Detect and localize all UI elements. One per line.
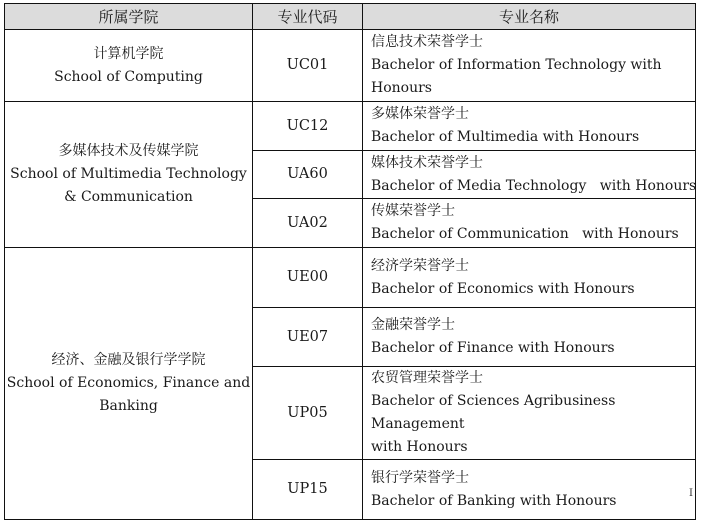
school-name-zh: 经济、金融及银行学学院: [51, 352, 206, 368]
table-row: [5, 30, 696, 102]
program-code: UE07: [253, 308, 363, 367]
program-name-cell: [363, 460, 696, 520]
header-name: 专业名称: [363, 4, 696, 30]
program-name-en: Bachelor of Media Technology with Honours: [371, 177, 697, 194]
corner-mark: I: [689, 488, 693, 499]
header-row: [5, 4, 696, 30]
school-cell-multimedia: [5, 102, 253, 248]
header-code: 专业代码: [253, 4, 363, 30]
school-name-en: School of Economics, Finance and: [6, 375, 251, 391]
program-name-en: Bachelor of Banking with Honours: [371, 492, 617, 509]
program-code: UA60: [253, 151, 363, 199]
program-name-zh: 银行学荣誉学士: [371, 469, 469, 486]
program-name-cell: [363, 151, 696, 199]
program-name-cell: [363, 367, 696, 460]
header-school: 所属学院: [5, 4, 253, 30]
program-name-en: Bachelor of Sciences Agribusiness Management: [371, 393, 616, 432]
program-name-en: Bachelor of Communication with Honours: [371, 226, 679, 242]
school-name-zh: 计算机学院: [93, 45, 164, 62]
program-name-en-cont: Honours: [371, 80, 432, 96]
program-name-en-cont: with Honours: [371, 439, 468, 455]
school-name-en-cont: & Communication: [64, 189, 193, 205]
program-name-zh: 金融荣誉学士: [371, 317, 455, 333]
program-name-zh: 经济学荣誉学士: [371, 257, 469, 274]
program-name-en: Bachelor of Finance with Honours: [371, 340, 615, 356]
program-code: UA02: [253, 199, 363, 248]
program-name-zh: 多媒体荣誉学士: [371, 106, 469, 122]
table-row: [5, 248, 696, 308]
program-name-en: Bachelor of Multimedia with Honours: [371, 129, 640, 145]
program-code: UP15: [253, 460, 363, 520]
program-name-cell: [363, 248, 696, 308]
school-name-en: School of Multimedia Technology: [10, 166, 247, 182]
school-cell-economics: [5, 248, 253, 520]
school-name-zh: 多媒体技术及传媒学院: [58, 143, 199, 159]
program-code: UC01: [253, 30, 363, 102]
program-name-zh: 媒体技术荣誉学士: [371, 154, 483, 171]
program-code: UP05: [253, 367, 363, 460]
program-name-en: Bachelor of Information Technology with: [371, 57, 662, 73]
school-name-en: School of Computing: [54, 68, 203, 85]
program-name-cell: [363, 308, 696, 367]
program-name-cell: [363, 30, 696, 102]
school-cell-computing: [5, 30, 253, 102]
program-code: UE00: [253, 248, 363, 308]
school-name-en-cont: Banking: [99, 398, 158, 414]
program-table: [4, 3, 696, 520]
program-code: UC12: [253, 102, 363, 151]
program-name-cell: [363, 199, 696, 248]
table-row: [5, 102, 696, 151]
program-name-en: Bachelor of Economics with Honours: [371, 280, 635, 297]
program-name-zh: 农贸管理荣誉学士: [371, 370, 483, 386]
program-name-zh: 传媒荣誉学士: [371, 203, 455, 219]
program-name-cell: [363, 102, 696, 151]
program-name-zh: 信息技术荣誉学士: [371, 34, 483, 50]
